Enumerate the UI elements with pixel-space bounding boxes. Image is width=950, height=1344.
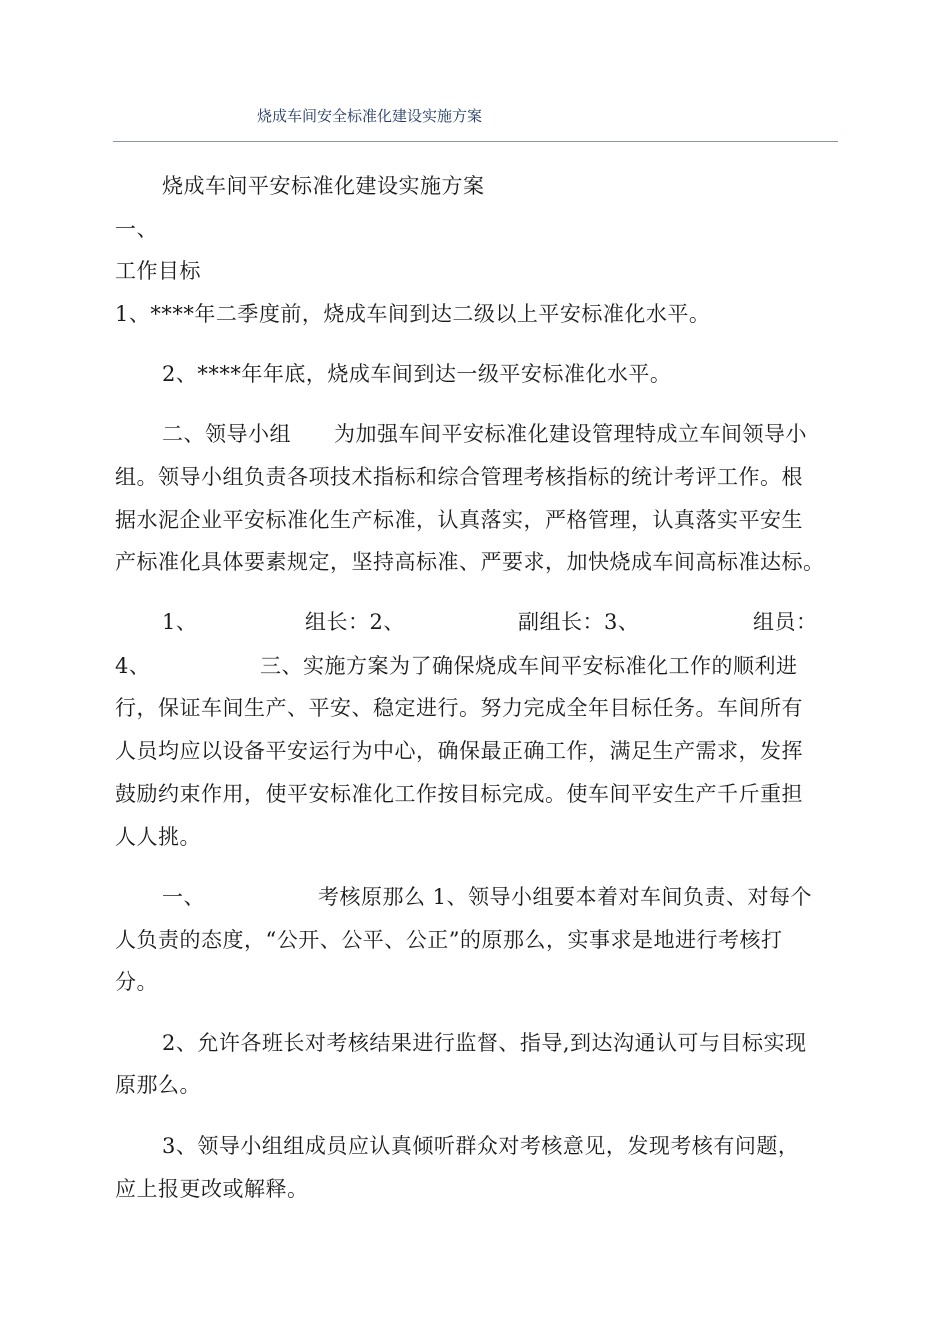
running-header: 烧成车间安全标准化建设实施方案: [257, 107, 483, 125]
roles-item: 组员：: [753, 610, 818, 634]
paragraph-line: 分。: [115, 970, 158, 994]
document-title: 烧成车间平安标准化建设实施方案: [162, 174, 485, 198]
list-number: 4、: [115, 654, 151, 678]
paragraph-line: 人员均应以设备平安运行为中心，确保最正确工作，满足生产需求，发挥: [115, 739, 803, 763]
paragraph-line: 鼓励约束作用，使平安标准化工作按目标完成。使车间平安生产千斤重担: [115, 782, 803, 806]
roles-item: 组长：2、: [305, 610, 405, 634]
paragraph-line: 二、领导小组 为加强车间平安标准化建设管理特成立车间领导小: [162, 422, 807, 446]
paragraph-line: 行，保证车间生产、平安、稳定进行。努力完成全年目标任务。车间所有: [115, 696, 803, 720]
paragraph-line: 三、实施方案为了确保烧成车间平安标准化工作的顺利进: [260, 654, 798, 678]
header-divider: [113, 141, 838, 142]
list-number: 一、: [162, 885, 205, 909]
paragraph-line: 应上报更改或解释。: [115, 1177, 309, 1201]
paragraph-line: 组。领导小组负责各项技术指标和综合管理考核指标的统计考评工作。根: [115, 465, 803, 489]
paragraph-line: 人人挑。: [115, 825, 201, 849]
goal-item: 1、****年二季度前，烧成车间到达二级以上平安标准化水平。: [115, 302, 711, 326]
paragraph-line: 据水泥企业平安标准化生产标准，认真落实，严格管理，认真落实平安生: [115, 508, 803, 532]
roles-item: 1、: [162, 610, 198, 634]
paragraph-line: 3、领导小组组成员应认真倾听群众对考核意见，发现考核有问题，: [162, 1134, 800, 1158]
paragraph-line: 原那么。: [115, 1073, 201, 1097]
section-heading: 工作目标: [115, 259, 201, 283]
paragraph-line: 人负责的态度，“公开、公平、公正”的原那么，实事求是地进行考核打: [115, 928, 783, 952]
paragraph-line: 2、允许各班长对考核结果进行监督、指导,到达沟通认可与目标实现: [162, 1031, 807, 1055]
goal-item: 2、****年年底，烧成车间到达一级平安标准化水平。: [162, 362, 672, 386]
paragraph-line: 产标准化具体要素规定，坚持高标准、严要求，加快烧成车间高标准达标。: [115, 550, 825, 574]
paragraph-line: 考核原那么 1、领导小组要本着对车间负责、对每个: [318, 885, 813, 909]
roles-item: 副组长：3、: [518, 610, 640, 634]
section-number: 一、: [115, 217, 158, 241]
